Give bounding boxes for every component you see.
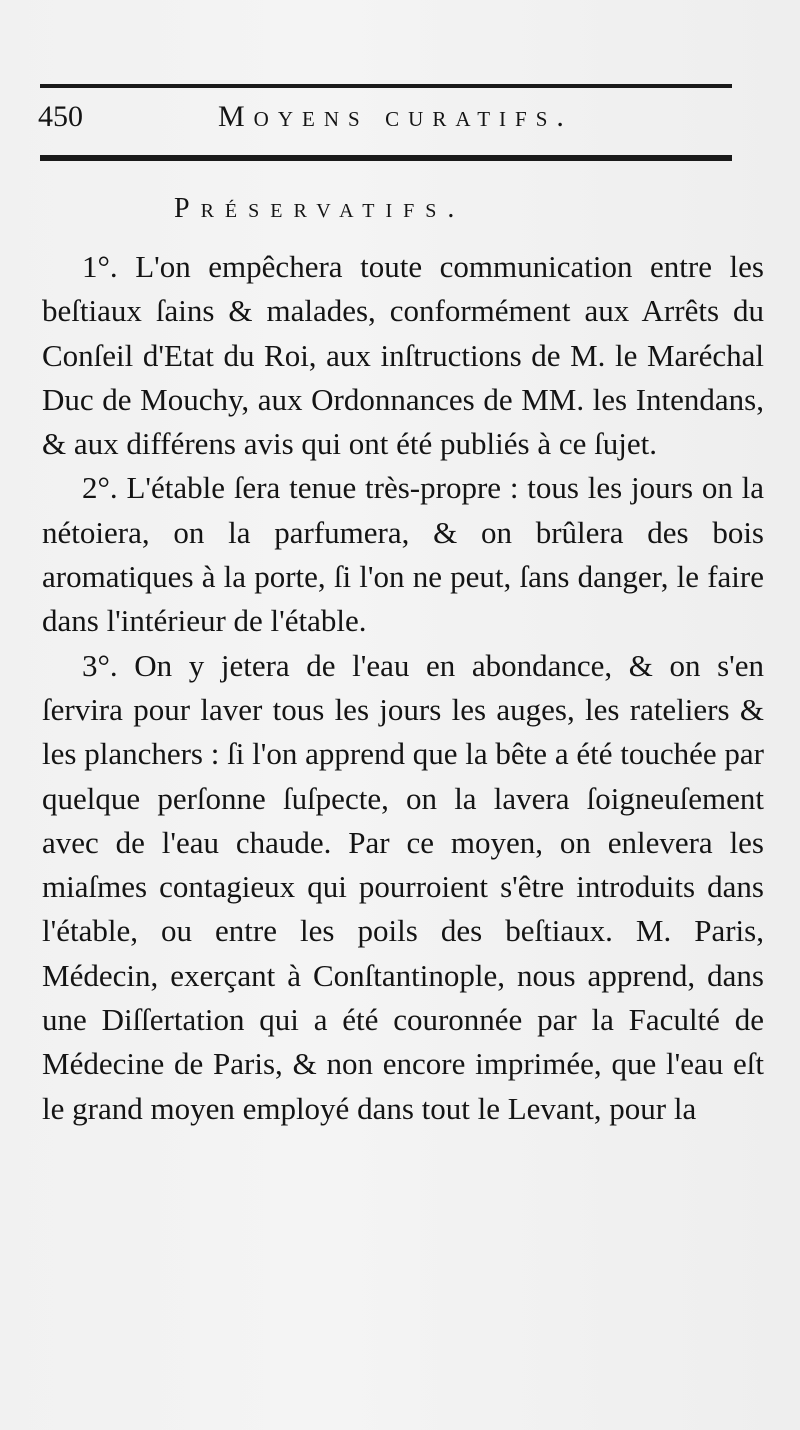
paragraph-number: 2°. [82, 470, 118, 506]
paragraph-text: On y jetera de l'eau en abondance, & on s'en ſervira pour laver tous les jours les auges, les rateliers & les planchers : ſi l'on apprend que la bête a été touchée par quelque perſonne ſuſpecte, on la lavera ſoigneuſement avec de l'eau chaude. Par ce moyen, on enlevera les miaſmes contagieux qui pourroient s'être introduits dans l'étable, ou entre les poils des beſtiaux. M. Paris, Médecin, exerçant à Conſtantinople, nous apprend, dans une Diſſertation qui a été couronnée par la Faculté de Médecine de Paris, & non encore imprimée, que l'eau eſt le grand moyen employé dans tout le Levant, pour la [42, 647, 764, 1126]
paragraph-text: L'étable ſera tenue très-propre : tous les jours on la nétoiera, on la parfumera, & on brûlera des bois aromatiques à la porte, ſi l'on ne peut, ſans danger, le faire dans l'intérieur de l'étable. [42, 470, 765, 639]
header-rule-top [40, 84, 732, 88]
header-rule-bottom [40, 155, 732, 161]
page-header [38, 100, 738, 140]
running-head: Moyens curatifs. [218, 100, 573, 133]
paragraph-number: 3°. [82, 647, 118, 683]
paragraph-2 [42, 466, 764, 643]
page-number: 450 [38, 100, 83, 133]
section-title: Préservatifs. [174, 193, 466, 224]
paragraph-1 [42, 245, 764, 466]
body-text [42, 245, 764, 1131]
paragraph-3 [42, 644, 764, 1131]
paragraph-number: 1°. [82, 249, 118, 284]
paragraph-text: L'on empêchera toute communication entre les beſtiaux ſains & malades, conformément aux Arrêts du Conſeil d'Etat du Roi, aux inſtructions de M. le Maréchal Duc de Mouchy, aux Ordonnances de MM. les Intendans, & aux différens avis qui ont été publiés à ce ſujet. [42, 249, 764, 462]
